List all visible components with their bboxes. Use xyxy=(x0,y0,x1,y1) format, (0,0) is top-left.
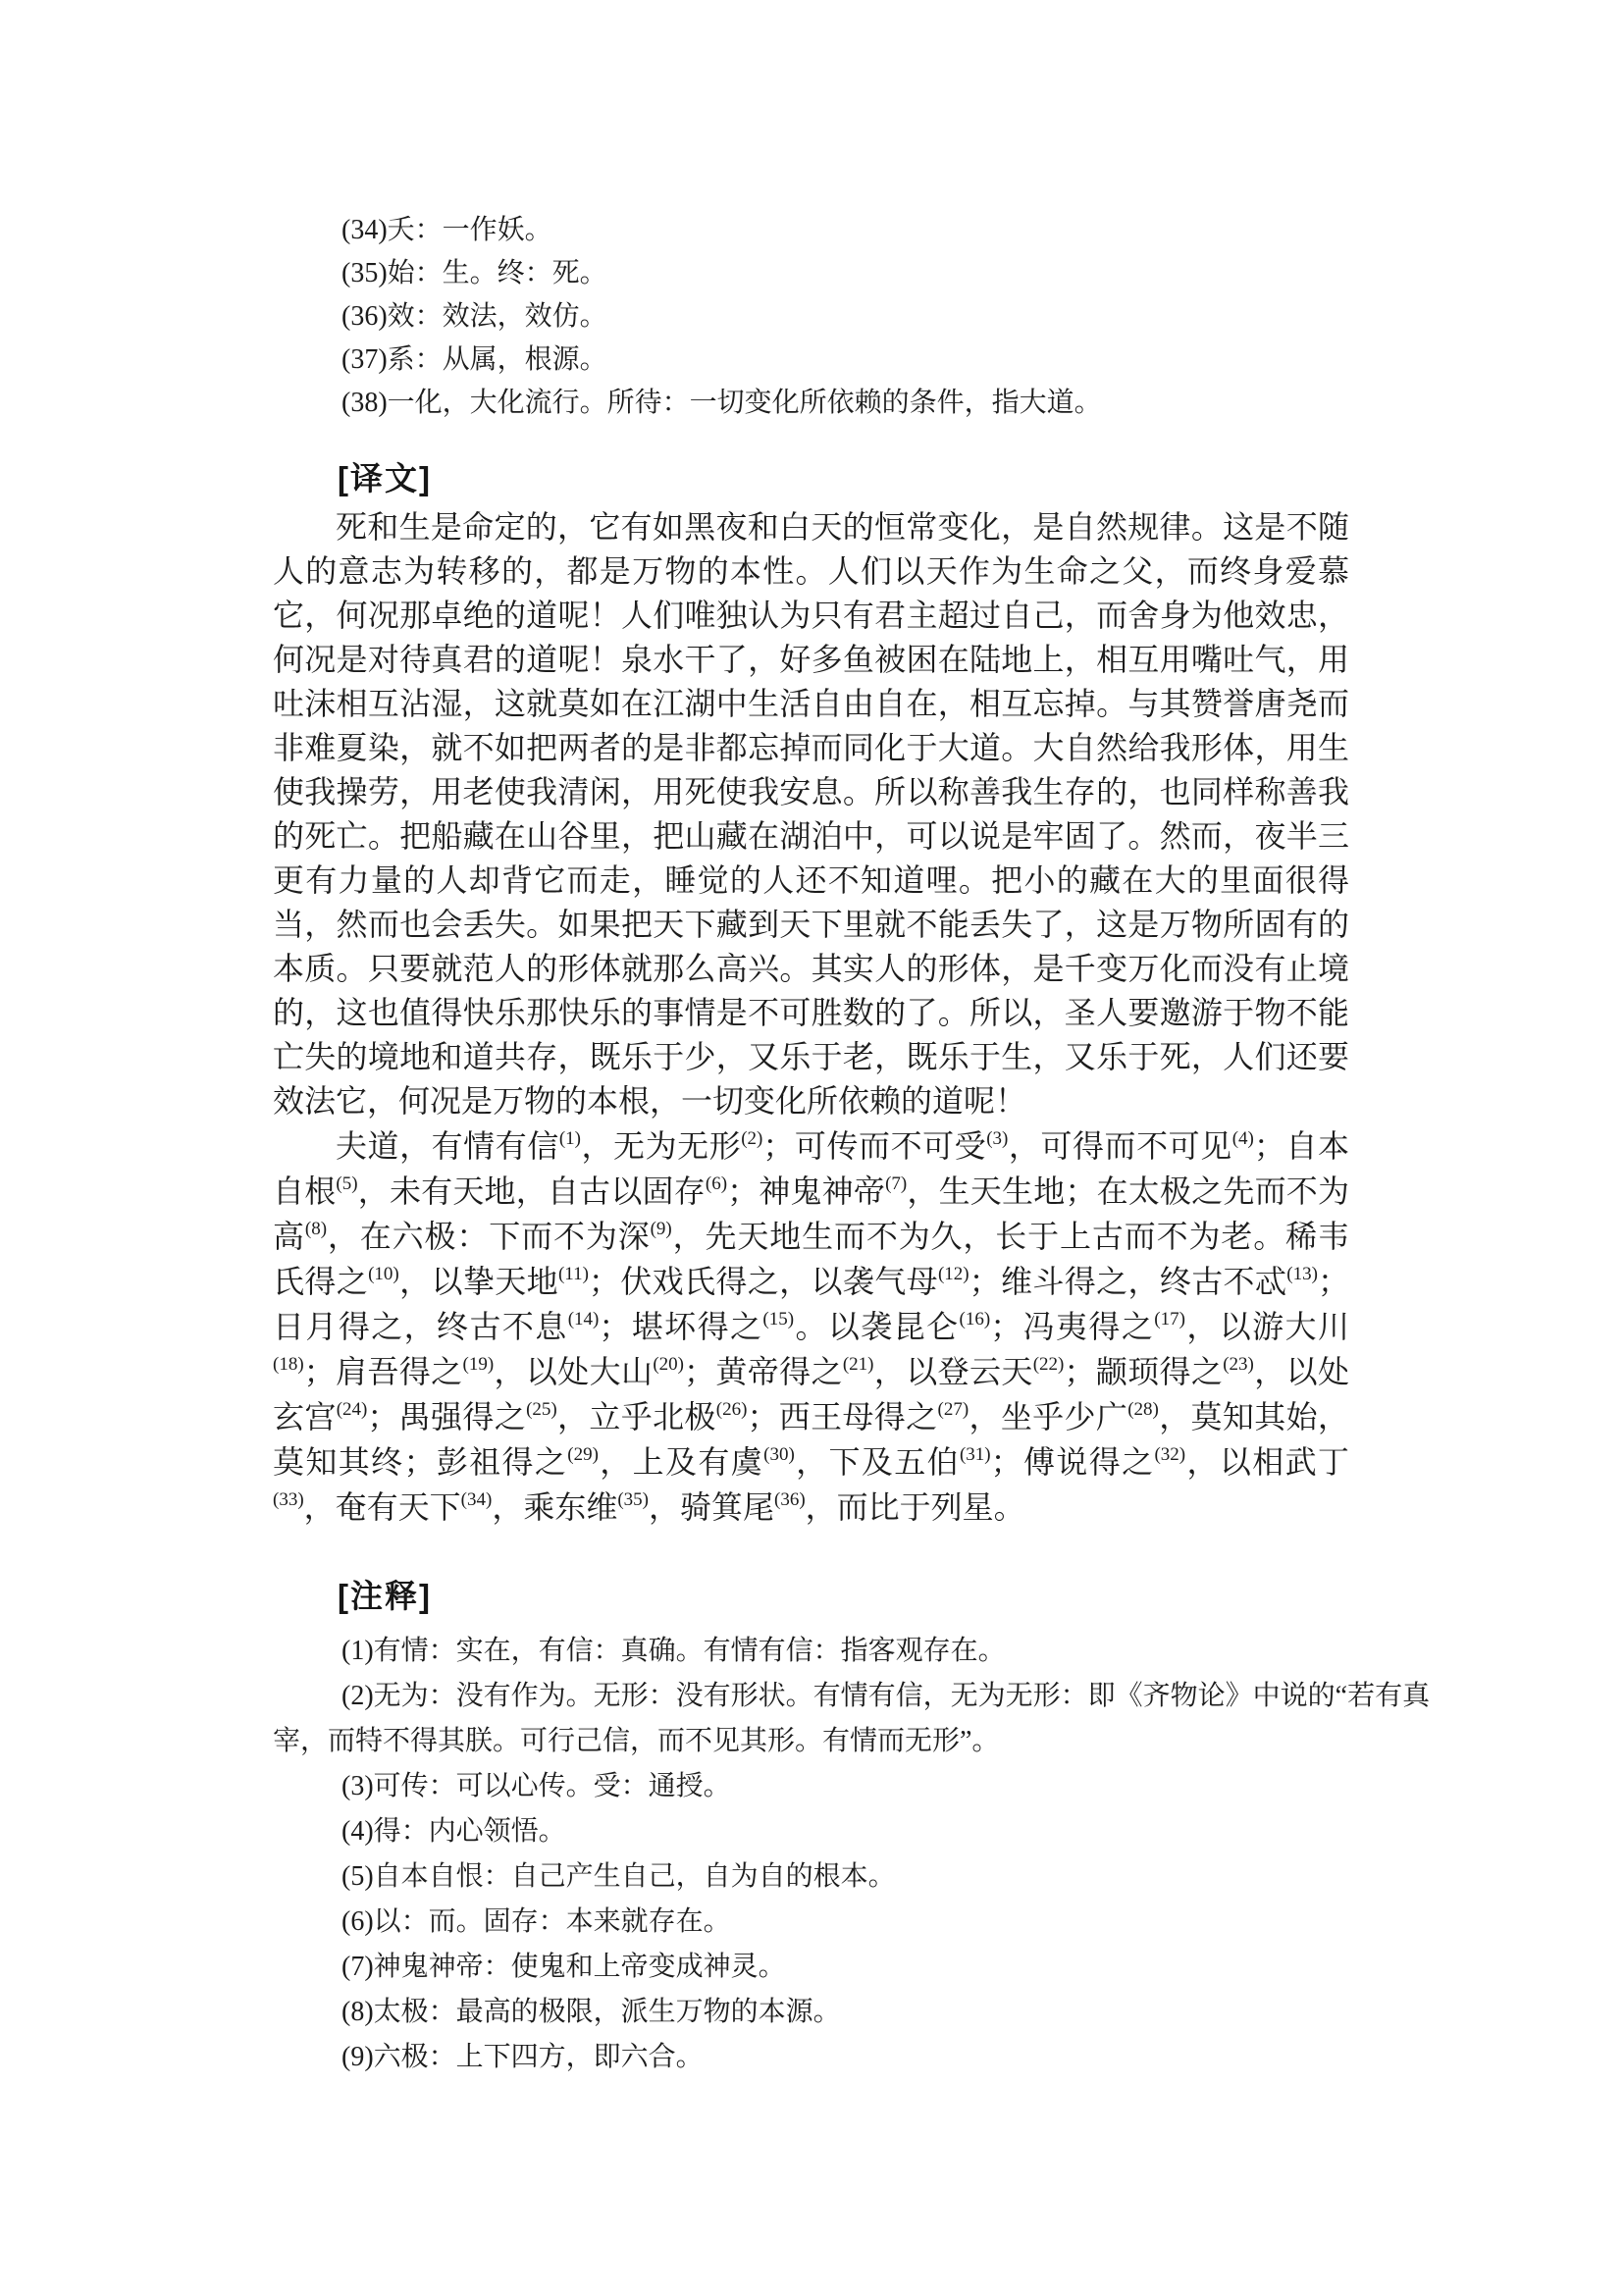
footnote-ref: (8) xyxy=(304,1219,328,1239)
annotation-item-7: (7)神鬼神帝：使鬼和上帝变成神灵。 xyxy=(341,1952,786,1982)
footnote-ref: (4) xyxy=(1231,1128,1254,1149)
footnote-ref: (6) xyxy=(705,1173,728,1194)
footnote-ref: (23) xyxy=(1223,1354,1254,1375)
note-item-38: (38)一化，大化流行。所待：一切变化所依赖的条件，指大道。 xyxy=(341,388,1102,418)
footnote-ref: (17) xyxy=(1154,1309,1185,1329)
footnote-ref: (10) xyxy=(368,1264,399,1284)
footnote-ref: (20) xyxy=(653,1354,685,1375)
notes-continued-list xyxy=(273,209,1357,425)
footnote-ref: (29) xyxy=(567,1444,599,1465)
note-item-37: (37)系：从属，根源。 xyxy=(341,344,607,375)
footnote-ref: (28) xyxy=(1127,1399,1159,1420)
footnote-ref: (22) xyxy=(1032,1354,1065,1375)
footnote-ref: (19) xyxy=(462,1354,495,1375)
footnote-ref: (3) xyxy=(986,1128,1009,1149)
footnote-ref: (32) xyxy=(1154,1444,1186,1465)
annotation-item-2: (2)无为：没有作为。无形：没有形状。有情有信，无为无形：即《齐物论》中说的“若有真宰，而特不得其朕。可行己信，而不见其形。有情而无形”。 xyxy=(273,1681,1431,1756)
footnote-ref: (1) xyxy=(558,1128,581,1149)
translation-section-heading: [译文] xyxy=(338,460,432,496)
footnote-ref: (33) xyxy=(273,1489,304,1510)
note-item-36: (36)效：效法，效仿。 xyxy=(341,301,607,332)
footnote-ref: (24) xyxy=(336,1399,368,1420)
annotation-item-3: (3)可传：可以心传。受：通授。 xyxy=(341,1771,731,1801)
footnote-ref: (14) xyxy=(567,1309,600,1329)
footnote-ref: (12) xyxy=(937,1264,969,1284)
note-item-35: (35)始：生。终：死。 xyxy=(341,258,607,288)
annotation-item-1: (1)有情：实在，有信：真确。有情有信：指客观存在。 xyxy=(341,1636,1006,1666)
footnote-ref: (9) xyxy=(650,1219,672,1239)
footnote-ref: (36) xyxy=(774,1489,806,1510)
annotation-item-9: (9)六极：上下四方，即六合。 xyxy=(341,2042,704,2072)
footnote-ref: (5) xyxy=(336,1173,358,1194)
annotation-section-heading: [注释] xyxy=(338,1578,432,1614)
footnote-ref: (27) xyxy=(937,1399,969,1420)
footnote-ref: (16) xyxy=(959,1309,991,1329)
annotation-item-4: (4)得：内心领悟。 xyxy=(341,1816,566,1847)
tao-original-paragraph: 夫道，有情有信$^{(1)}$，无为无形$^{(2)}$；可传而不可受$^{(3)}$，可得而不可见$^{(4)}$；自本自根$^{(5)}$，未有天地，自古以固存$^{(6)}$；神鬼神帝$^{(7)}$，生天生地；在太极之先而不为高$^{(8)}$，在六极：下而不为深$^{(9)}$，先天地生而不为久，长于上古而不为老。稀韦氏得之$^{(10)}$，以挚天地$^{(11)}$；伏戏氏得之，以袭气母$^{(12)}$；维斗得之，终古不忒$^{(13)}$；日月得之，终古不息$^{(14)}$；堪坏得之$^{(15)}$。以袭昆仑$^{(16)}$；冯夷得之$^{(17)}$，以游大川$^{(18)}$；肩吾得之$^{(19)}$，以处大山$^{(20)}$；黄帝得之$^{(21)}$，以登云天$^{(22)}$；颛顼得之$^{(23)}$，以处玄宫$^{(24)}$；禺强得之$^{(25)}$，立乎北极$^{(26)}$；西王母得之$^{(27)}$，坐乎少广$^{(28)}$，莫知其始，莫知其终；彭祖得之$^{(29)}$，上及有虞$^{(30)}$，下及五伯$^{(31)}$；傅说得之$^{(32)}$，以相武丁$^{(33)}$，奄有天下$^{(34)}$，乘东维$^{(35)}$，骑箕尾$^{(36)}$，而比于列星。 xyxy=(273,1128,1349,1525)
annotation-item-8: (8)太极：最高的极限，派生万物的本源。 xyxy=(341,1997,841,2027)
footnote-ref: (31) xyxy=(959,1444,991,1465)
annotation-item-5: (5)自本自恨：自己产生自己，自为自的根本。 xyxy=(341,1861,896,1892)
footnote-ref: (34) xyxy=(460,1489,493,1510)
footnote-ref: (2) xyxy=(741,1128,763,1149)
footnote-ref: (21) xyxy=(842,1354,874,1375)
footnote-ref: (11) xyxy=(557,1264,589,1284)
footnote-ref: (26) xyxy=(715,1399,748,1420)
footnote-ref: (15) xyxy=(762,1309,795,1329)
note-item-34: (34)夭：一作妖。 xyxy=(341,215,552,245)
footnote-ref: (18) xyxy=(273,1354,304,1375)
translation-paragraph: 死和生是命定的，它有如黑夜和白天的恒常变化，是自然规律。这是不随人的意志为转移的，都是万物的本性。人们以天作为生命之父，而终身爱慕它，何况那卓绝的道呢！人们唯独认为只有君主超过自己，而舍身为他效忠，何况是对待真君的道呢！泉水干了，好多鱼被困在陆地上，相互用嘴吐气，用吐沫相互沾湿，这就莫如在江湖中生活自由自在，相互忘掉。与其赞誉唐尧而非难夏染，就不如把两者的是非都忘掉而同化于大道。大自然给我形体，用生使我操劳，用老使我清闲，用死使我安息。所以称善我生存的，也同样称善我的死亡。把船藏在山谷里，把山藏在湖泊中，可以说是牢固了。然而，夜半三更有力量的人却背它而走，睡觉的人还不知道哩。把小的藏在大的里面很得当，然而也会丢失。如果把天下藏到天下里就不能丢失了，这是万物所固有的本质。只要就范人的形体就那么高兴。其实人的形体，是千变万化而没有止境的，这也值得快乐那快乐的事情是不可胜数的了。所以，圣人要邀游于物不能亡失的境地和道共存，既乐于少，又乐于老，既乐于生，又乐于死，人们还要效法它，何况是万物的本根，一切变化所依赖的道呢！ xyxy=(273,509,1349,1119)
footnote-ref: (25) xyxy=(526,1399,557,1420)
footnote-ref: (35) xyxy=(617,1489,649,1510)
annotation-list xyxy=(273,1629,1485,2080)
footnote-ref: (7) xyxy=(885,1173,908,1194)
footnote-ref: (30) xyxy=(763,1444,795,1465)
footnote-ref: (13) xyxy=(1286,1264,1318,1284)
annotation-item-6: (6)以：而。固存：本来就存在。 xyxy=(341,1906,731,1937)
